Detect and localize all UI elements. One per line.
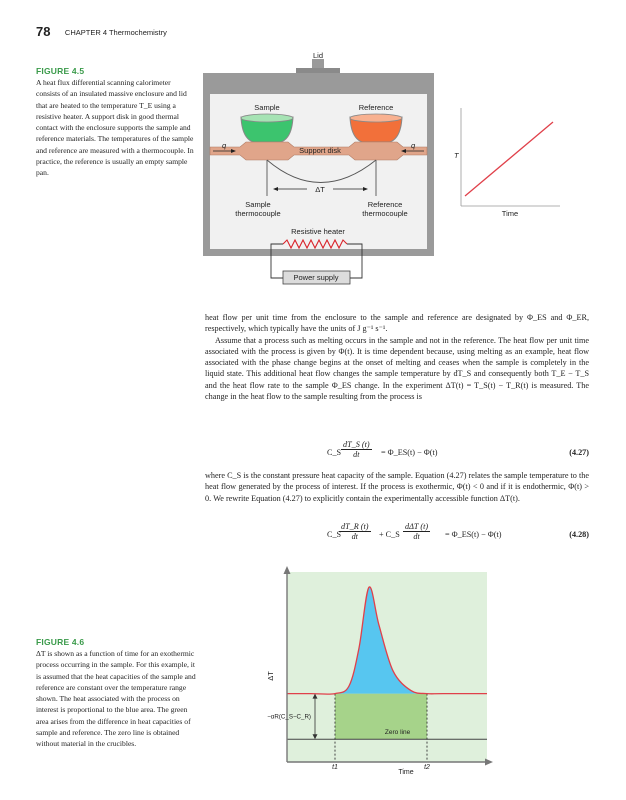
eq28-lhs: C_S	[327, 530, 342, 539]
figure-4-5-caption: A heat flux differential scanning calorimeter consists of an insulated massive enclosure and lid that are heated to the temperature T_E using a resistive heater. A support disk in good thermal contact with the enclosure supports the sample and reference materials. The temperatures of the sample and reference are measured with a thermocouple. In practice, the reference is usually an empty sample pan.	[36, 78, 194, 178]
green-area	[335, 694, 427, 740]
sample-thermocouple-label-2: thermocouple	[235, 209, 281, 218]
eq27-rhs: = Φ_ES(t) − Φ(t)	[381, 448, 438, 457]
inset-y-label: T	[454, 151, 459, 160]
t1-label: t1	[332, 764, 338, 771]
eq27-numerator: dT_S (t)	[343, 440, 370, 449]
resistive-heater-label: Resistive heater	[291, 227, 345, 236]
eq28-denominator-2: dt	[413, 532, 420, 541]
eq27-number: (4.27)	[569, 448, 589, 457]
eq28-rhs: = Φ_ES(t) − Φ(t)	[445, 530, 502, 539]
chart-x-label: Time	[398, 769, 414, 776]
paragraph-2: Assume that a process such as melting occurs in the sample and not in the reference. The heat flow per unit time associated with the process is given by Φ(t). It is time dependent because, using melting as an example, heat flow associated with the phase change begins at the onset of melting and ceases when the sample is completely in the liquid state. This additional heat flow changes the sample temperature by dT_S and consequently both T_E − T_S and the heat flow rate to the sample Φ_ES change. In the experiment ΔT(t) = T_S(t) − T_R(t) is measured. The change in the heat flow to the sample resulting from the process is	[205, 335, 589, 402]
support-disk-label: Support disk	[299, 146, 341, 155]
zero-line-label: Zero line	[384, 729, 411, 737]
power-supply-label: Power supply	[293, 273, 339, 282]
paragraph-1: heat flow per unit time from the enclosure to the sample and reference are designated by Φ_ES and Φ_ER, respectively, which typically have the units of J g⁻¹ s⁻¹.	[205, 313, 589, 334]
chart-y-label: ΔT	[266, 671, 275, 681]
q-left-label: q	[222, 141, 227, 150]
figure-4-6-label: FIGURE 4.6	[36, 637, 85, 647]
lid-label: Lid	[312, 51, 324, 60]
offset-label: −αR(C_S−C_R)	[267, 713, 311, 721]
eq28-numerator-2: dΔT (t)	[405, 522, 429, 531]
paragraph-3: where C_S is the constant pressure heat capacity of the sample. Equation (4.27) relates the sample temperature to the heat flow generated by the process of interest. If the process is exothermic, Φ(t) < 0 and if it is endothermic, Φ(t) > 0. We rewrite Equation (4.27) to explicitly contain the experimentally accessible function ΔT(t).	[205, 471, 589, 503]
page-number: 78	[36, 24, 51, 39]
eq28-number: (4.28)	[569, 530, 589, 539]
reference-thermocouple-label-1: Reference	[367, 200, 403, 209]
sample-thermocouple-label-1: Sample	[245, 200, 271, 209]
figure-4-6-caption: ΔT is shown as a function of time for an exothermic process occurring in the sample. For this example, it is assumed that the heat capacities of the sample and reference are constant over the temperature range shown. The heat associated with the process on interest is proportional to the blue area. The green area arises from the difference in heat capacities of sample and reference. The zero line is obtained without material in the crucibles.	[36, 649, 196, 749]
reference-thermocouple-label-2: thermocouple	[362, 209, 408, 218]
eq27-denominator: dt	[353, 450, 360, 459]
eq27-lhs: C_S	[327, 448, 342, 457]
t2-label: t2	[424, 764, 430, 771]
eq28-numerator-1: dT_R (t)	[341, 522, 369, 531]
reference-label: Reference	[358, 103, 394, 112]
q-right-label: q	[411, 141, 416, 150]
eq28-plus: + C_S	[379, 530, 400, 539]
chapter-title: CHAPTER 4 Thermochemistry	[64, 28, 167, 37]
inset-x-label: Time	[501, 209, 519, 218]
sample-label: Sample	[254, 103, 280, 112]
eq28-denominator-1: dt	[351, 532, 358, 541]
figure-4-5-label: FIGURE 4.5	[36, 66, 85, 76]
delta-t-label: ΔT	[315, 185, 325, 194]
